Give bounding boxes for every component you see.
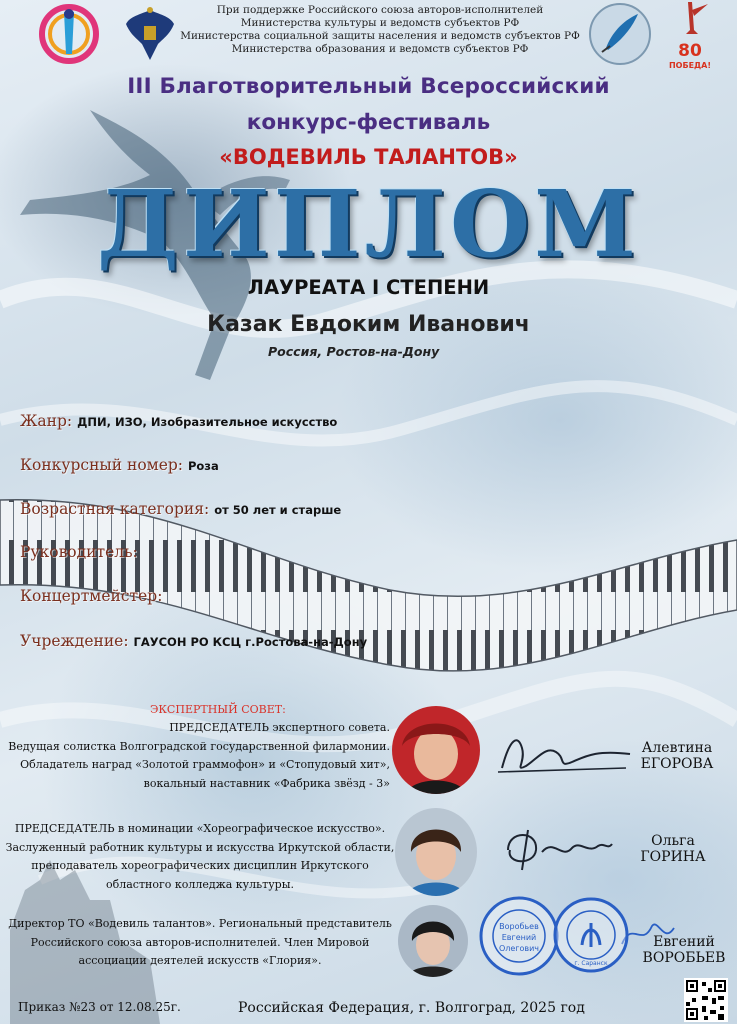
bio-line: ПРЕДСЕДАТЕЛЬ в номинации «Хореографическое искусство». <box>14 822 386 835</box>
avatar <box>398 905 468 977</box>
signature-egorova <box>496 728 636 782</box>
judge-name-vorobyev <box>636 934 732 966</box>
judge-last-name: ЕГОРОВА <box>640 756 714 772</box>
judge-name-gorina <box>628 833 718 865</box>
bio-line: областного колледжа культуры. <box>106 877 294 891</box>
coat-of-arms-icon <box>122 4 178 64</box>
field-value: от 50 лет и старше <box>214 503 342 517</box>
festival-logo <box>36 4 102 64</box>
bio-line: Ведущая солистка Волгоградской государственной филармонии. <box>8 739 390 753</box>
field-age-category <box>20 500 341 518</box>
qr-code-icon[interactable] <box>684 978 728 1022</box>
field-label: Руководитель: <box>20 543 138 561</box>
signature-gorina <box>498 820 618 874</box>
bio-line: Заслуженный работник культуры и искусства Иркутской области, <box>5 840 395 854</box>
contest-title-line3: «ВОДЕВИЛЬ ТАЛАНТОВ» <box>219 145 518 169</box>
stamp-personal <box>478 895 560 977</box>
diploma-heading: ДИПЛОМ <box>97 170 640 278</box>
support-organizations <box>180 4 580 56</box>
recipient-location: Россия, Ростов-на-Дону <box>268 344 440 359</box>
bio-line: ассоциации деятелей искусств «Глория». <box>78 954 322 967</box>
field-label: Жанр: <box>20 412 73 430</box>
field-label: Возрастная категория: <box>20 500 210 518</box>
expert-member-2-bio <box>0 820 400 894</box>
victory-80-logo <box>668 0 712 72</box>
victory-number: 80 <box>678 41 702 61</box>
contest-title-line1: III Благотворительный Всероссийский <box>127 74 610 99</box>
contest-title-line2: конкурс-фестиваль <box>246 110 491 135</box>
field-supervisor <box>20 543 138 561</box>
avatar <box>395 808 477 896</box>
support-line: Министерства образования и ведомств субъектов РФ <box>231 43 529 55</box>
expert-member-3-bio <box>0 915 400 971</box>
stamp-line: Олегович <box>498 944 540 953</box>
field-value: Роза <box>187 459 219 473</box>
support-line: При поддержке Российского союза авторов-исполнителей <box>216 4 544 16</box>
field-contest-number <box>20 456 219 474</box>
stamp-line: Воробьев <box>499 922 539 931</box>
bio-line: Обладатель наград «Золотой граммофон» и «Стопудовый хит», <box>20 758 390 771</box>
bio-line: ПРЕДСЕДАТЕЛЬ экспертного совета. <box>169 721 390 734</box>
expert-member-1-bio <box>0 719 390 793</box>
bio-line: вокальный наставник «Фабрика звёзд - 3» <box>143 776 390 790</box>
judge-last-name: ГОРИНА <box>640 849 706 865</box>
support-line: Министерства культуры и ведомств субъектов РФ <box>240 17 520 29</box>
field-institution <box>20 632 367 650</box>
stamp-city: г. Саранск <box>574 960 608 967</box>
footer-place-year: Российская Федерация, г. Волгоград, 2025 год <box>238 1000 585 1016</box>
judge-first-name: Алевтина <box>641 740 713 756</box>
field-genre <box>20 412 337 430</box>
laureate-degree: ЛАУРЕАТА I СТЕПЕНИ <box>247 276 490 299</box>
avatar <box>392 706 480 794</box>
expert-council-heading: ЭКСПЕРТНЫЙ СОВЕТ: <box>150 703 286 716</box>
bio-line: Директор ТО «Водевиль талантов». Региональный представитель <box>8 917 392 930</box>
recipient-name: Казак Евдоким Иванович <box>207 312 530 337</box>
field-accompanist <box>20 587 162 605</box>
support-line: Министерства социальной защиты населения и ведомств субъектов РФ <box>180 30 580 42</box>
field-value: ДПИ, ИЗО, Изобразительное искусство <box>77 415 338 429</box>
bio-line: преподаватель хореографических дисциплин Иркутского <box>31 859 369 872</box>
judge-first-name: Ольга <box>651 833 695 849</box>
victory-word: ПОБЕДА! <box>668 61 712 70</box>
field-label: Конкурсный номер: <box>20 456 184 474</box>
field-label: Концертмейстер: <box>20 587 163 605</box>
bio-line: Российского союза авторов-исполнителей. Член Мировой <box>30 935 370 949</box>
judge-last-name: ВОРОБЬЕВ <box>642 950 726 966</box>
order-number: Приказ №23 от 12.08.25г. <box>18 1000 181 1014</box>
stamp-line: Евгений <box>501 933 537 942</box>
judge-first-name: Евгений <box>653 934 715 950</box>
field-value: ГАУСОН РО КСЦ г.Ростова-на-Дону <box>133 635 368 649</box>
feather-logo <box>588 2 652 66</box>
judge-name-egorova <box>632 740 722 772</box>
stamp-organization <box>552 895 630 975</box>
field-label: Учреждение: <box>20 632 129 650</box>
